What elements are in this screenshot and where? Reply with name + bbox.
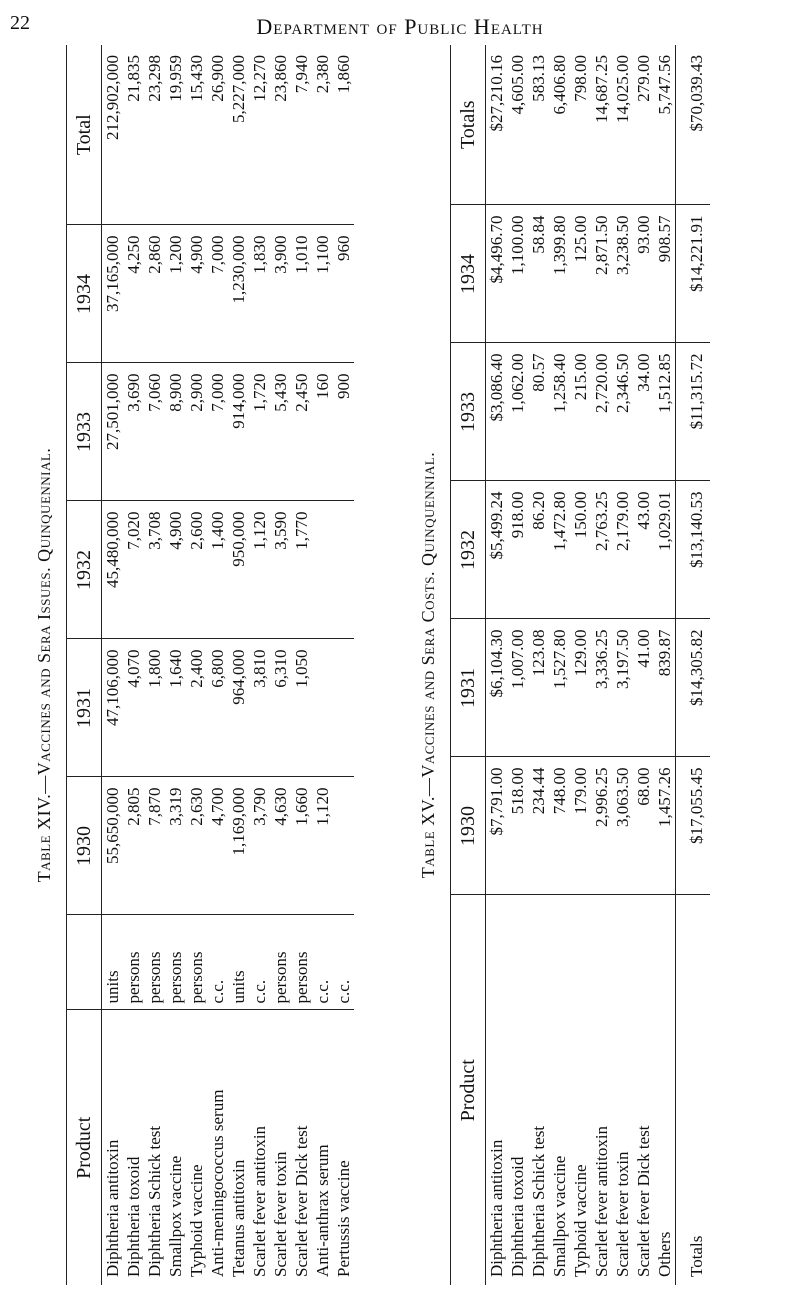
value-cell — [333, 777, 354, 915]
value-cell: 68.00 — [633, 757, 654, 895]
product-name: Diphtheria toxoid — [507, 895, 528, 1285]
product-name: Smallpox vaccine — [165, 1010, 186, 1285]
unit-label: persons — [186, 915, 207, 1010]
table-row — [507, 45, 528, 1285]
table-row — [249, 45, 270, 1285]
value-cell: 3,319 — [165, 777, 186, 915]
unit-label: persons — [270, 915, 291, 1010]
value-cell: 900 — [333, 363, 354, 501]
value-cell: 26,900 — [208, 55, 227, 102]
value-cell: 950,000 — [228, 501, 249, 639]
value-cell: 914,000 — [228, 363, 249, 501]
value-cell: 43.00 — [633, 481, 654, 619]
product-name: Scarlet fever toxin — [612, 895, 633, 1285]
value-cell: 2,860 — [144, 225, 165, 363]
value-cell: 6,406.80 — [550, 55, 569, 115]
value-cell: 27,501,000 — [102, 363, 124, 501]
table-row — [654, 45, 676, 1285]
value-cell: 2,900 — [186, 363, 207, 501]
value-cell: 15,430 — [187, 55, 206, 102]
value-cell: 279.00 — [634, 55, 653, 102]
value-cell: 7,940 — [292, 55, 311, 94]
value-cell: 2,805 — [123, 777, 144, 915]
value-cell: 1,258.40 — [549, 343, 570, 481]
unit-label: c.c. — [333, 915, 354, 1010]
product-name: Pertussis vaccine — [333, 1010, 354, 1285]
table15-col-product: Product — [451, 895, 486, 1285]
value-cell: 839.87 — [654, 619, 676, 757]
value-cell: $27,210.16 — [487, 55, 506, 132]
table14-col-1930: 1930 — [67, 777, 102, 915]
value-cell: 1,200 — [165, 225, 186, 363]
value-cell: 2,996.25 — [591, 757, 612, 895]
value-cell: $6,104.30 — [486, 619, 508, 757]
product-name: Smallpox vaccine — [549, 895, 570, 1285]
value-cell: 1,050 — [291, 639, 312, 777]
value-cell: 5,227,000 — [229, 55, 248, 123]
value-cell: 3,238.50 — [612, 205, 633, 343]
value-cell: 1,640 — [165, 639, 186, 777]
table-row — [291, 45, 312, 1285]
value-cell: 3,197.50 — [612, 619, 633, 757]
table-row — [528, 45, 549, 1285]
value-cell — [333, 501, 354, 639]
unit-label: c.c. — [249, 915, 270, 1010]
value-cell: 2,346.50 — [612, 343, 633, 481]
value-cell: 1,770 — [291, 501, 312, 639]
table15-col-1930: 1930 — [451, 757, 486, 895]
unit-label: persons — [123, 915, 144, 1010]
table14-caption: Table XIV.—Vaccines and Sera Issues. Quinquennial. — [34, 447, 54, 883]
table14-col-1932: 1932 — [67, 501, 102, 639]
value-cell: 964,000 — [228, 639, 249, 777]
value-cell: 1,860 — [334, 55, 353, 94]
total-cell: $17,055.45 — [676, 757, 711, 895]
value-cell: 1,660 — [291, 777, 312, 915]
value-cell: 7,000 — [207, 363, 228, 501]
table-row — [144, 45, 165, 1285]
value-cell: 7,020 — [123, 501, 144, 639]
value-cell — [333, 639, 354, 777]
product-name: Diphtheria antitoxin — [102, 1010, 124, 1285]
value-cell: 4,900 — [186, 225, 207, 363]
value-cell: 2,630 — [186, 777, 207, 915]
value-cell: 918.00 — [507, 481, 528, 619]
product-name: Anti-meningococcus serum — [207, 1010, 228, 1285]
value-cell: 123.08 — [528, 619, 549, 757]
table14 — [66, 45, 354, 1285]
table14-col-1931: 1931 — [67, 639, 102, 777]
table-row — [186, 45, 207, 1285]
table-row — [486, 45, 508, 1285]
total-cell: $14,305.82 — [676, 619, 711, 757]
value-cell: 215.00 — [570, 343, 591, 481]
value-cell: 4,900 — [165, 501, 186, 639]
product-name: Scarlet fever Dick test — [633, 895, 654, 1285]
value-cell: 2,400 — [186, 639, 207, 777]
value-cell: 1,720 — [249, 363, 270, 501]
value-cell: 1,527.80 — [549, 619, 570, 757]
value-cell: 12,270 — [250, 55, 269, 102]
value-cell: 5,430 — [270, 363, 291, 501]
value-cell: 6,310 — [270, 639, 291, 777]
product-name: Diphtheria Schick test — [144, 1010, 165, 1285]
table15-col-1931: 1931 — [451, 619, 486, 757]
value-cell: 960 — [333, 225, 354, 363]
value-cell: 1,400 — [207, 501, 228, 639]
value-cell: 41.00 — [633, 619, 654, 757]
value-cell: 1,800 — [144, 639, 165, 777]
value-cell: 1,100.00 — [507, 205, 528, 343]
total-cell: $70,039.43 — [686, 55, 706, 132]
value-cell: 7,060 — [144, 363, 165, 501]
unit-label: units — [228, 915, 249, 1010]
value-cell: 3,690 — [123, 363, 144, 501]
value-cell: 1,457.26 — [654, 757, 676, 895]
table14-col-1933: 1933 — [67, 363, 102, 501]
value-cell: 160 — [312, 363, 333, 501]
value-cell: 86.20 — [528, 481, 549, 619]
value-cell: 1,100 — [312, 225, 333, 363]
value-cell — [312, 501, 333, 639]
value-cell: 583.13 — [529, 55, 548, 102]
value-cell: 234.44 — [528, 757, 549, 895]
table15-col-1933: 1933 — [451, 343, 486, 481]
value-cell: 7,870 — [144, 777, 165, 915]
value-cell: 4,070 — [123, 639, 144, 777]
unit-label: c.c. — [312, 915, 333, 1010]
value-cell: 798.00 — [571, 55, 590, 102]
value-cell: 93.00 — [633, 205, 654, 343]
totals-row — [676, 45, 711, 1285]
product-name: Anti-anthrax serum — [312, 1010, 333, 1285]
running-head: Department of Public Health — [256, 14, 544, 39]
value-cell: 80.57 — [528, 343, 549, 481]
value-cell: 1,830 — [249, 225, 270, 363]
value-cell: 908.57 — [654, 205, 676, 343]
product-name: Diphtheria antitoxin — [486, 895, 508, 1285]
rotated-tables — [30, 45, 780, 1285]
value-cell: 2,380 — [313, 55, 332, 94]
total-cell: $14,221.91 — [676, 205, 711, 343]
value-cell: 3,790 — [249, 777, 270, 915]
table14-col-total: Total — [67, 45, 102, 225]
value-cell: 2,450 — [291, 363, 312, 501]
value-cell: 2,179.00 — [612, 481, 633, 619]
product-name: Diphtheria Schick test — [528, 895, 549, 1285]
value-cell: 23,860 — [271, 55, 290, 102]
unit-label: c.c. — [207, 915, 228, 1010]
table-row — [228, 45, 249, 1285]
product-name: Scarlet fever toxin — [270, 1010, 291, 1285]
table-row — [102, 45, 124, 1285]
table14-col-1934: 1934 — [67, 225, 102, 363]
total-cell: $13,140.53 — [676, 481, 711, 619]
value-cell: 23,298 — [145, 55, 164, 102]
unit-label: persons — [165, 915, 186, 1010]
table15 — [450, 45, 710, 1285]
product-name: Scarlet fever antitoxin — [591, 895, 612, 1285]
value-cell: 212,902,000 — [103, 55, 122, 140]
page-number: 22 — [10, 12, 30, 34]
table-row — [207, 45, 228, 1285]
value-cell: 55,650,000 — [102, 777, 124, 915]
table14-col-unit — [67, 915, 102, 1010]
table-row — [549, 45, 570, 1285]
value-cell: 2,871.50 — [591, 205, 612, 343]
table15-col-1932: 1932 — [451, 481, 486, 619]
value-cell: 518.00 — [507, 757, 528, 895]
value-cell: 1,029.01 — [654, 481, 676, 619]
table-row — [312, 45, 333, 1285]
value-cell: 14,687.25 — [592, 55, 611, 123]
value-cell: 3,900 — [270, 225, 291, 363]
table-row — [123, 45, 144, 1285]
totals-label: Totals — [676, 895, 711, 1285]
value-cell: 2,763.25 — [591, 481, 612, 619]
table15-col-totals: Totals — [451, 45, 486, 205]
value-cell: 21,835 — [124, 55, 143, 102]
value-cell: 4,250 — [123, 225, 144, 363]
product-name: Typhoid vaccine — [570, 895, 591, 1285]
unit-label: persons — [291, 915, 312, 1010]
value-cell: 47,106,000 — [102, 639, 124, 777]
total-cell: $11,315.72 — [676, 343, 711, 481]
unit-label: units — [102, 915, 124, 1010]
value-cell: 748.00 — [549, 757, 570, 895]
table-row — [270, 45, 291, 1285]
table14-header-row — [67, 45, 102, 1285]
value-cell: 1,169,000 — [228, 777, 249, 915]
table15-col-1934: 1934 — [451, 205, 486, 343]
value-cell: 1,472.80 — [549, 481, 570, 619]
value-cell: 34.00 — [633, 343, 654, 481]
value-cell: 4,605.00 — [508, 55, 527, 115]
table-row — [570, 45, 591, 1285]
value-cell: 45,480,000 — [102, 501, 124, 639]
value-cell: 1,007.00 — [507, 619, 528, 757]
value-cell: 1,120 — [249, 501, 270, 639]
value-cell: 58.84 — [528, 205, 549, 343]
value-cell: 1,399.80 — [549, 205, 570, 343]
value-cell: 3,708 — [144, 501, 165, 639]
table14-col-product: Product — [67, 1010, 102, 1285]
value-cell: 1,512.85 — [654, 343, 676, 481]
value-cell: 3,336.25 — [591, 619, 612, 757]
value-cell: 1,120 — [312, 777, 333, 915]
table15-header-row — [451, 45, 486, 1285]
value-cell: 1,062.00 — [507, 343, 528, 481]
value-cell: $4,496.70 — [486, 205, 508, 343]
value-cell: 6,800 — [207, 639, 228, 777]
value-cell: 4,630 — [270, 777, 291, 915]
value-cell: 4,700 — [207, 777, 228, 915]
value-cell: 1,010 — [291, 225, 312, 363]
value-cell: 19,959 — [166, 55, 185, 102]
value-cell: 125.00 — [570, 205, 591, 343]
table-row — [633, 45, 654, 1285]
value-cell: $5,499.24 — [486, 481, 508, 619]
unit-label: persons — [144, 915, 165, 1010]
value-cell: 3,063.50 — [612, 757, 633, 895]
value-cell: 7,000 — [207, 225, 228, 363]
value-cell: 1,230,000 — [228, 225, 249, 363]
value-cell: 37,165,000 — [102, 225, 124, 363]
value-cell: 3,810 — [249, 639, 270, 777]
product-name: Others — [654, 895, 676, 1285]
value-cell: 2,600 — [186, 501, 207, 639]
product-name: Typhoid vaccine — [186, 1010, 207, 1285]
product-name: Tetanus antitoxin — [228, 1010, 249, 1285]
product-name: Scarlet fever Dick test — [291, 1010, 312, 1285]
value-cell: 2,720.00 — [591, 343, 612, 481]
value-cell: 129.00 — [570, 619, 591, 757]
product-name: Scarlet fever antitoxin — [249, 1010, 270, 1285]
product-name: Diphtheria toxoid — [123, 1010, 144, 1285]
table-row — [591, 45, 612, 1285]
value-cell: $3,086.40 — [486, 343, 508, 481]
value-cell: 5,747.56 — [655, 55, 674, 115]
table15-caption: Table XV.—Vaccines and Sera Costs. Quinquennial. — [418, 451, 438, 879]
value-cell: 8,900 — [165, 363, 186, 501]
table-row — [333, 45, 354, 1285]
value-cell: 3,590 — [270, 501, 291, 639]
table-row — [165, 45, 186, 1285]
value-cell: 150.00 — [570, 481, 591, 619]
value-cell: 14,025.00 — [613, 55, 632, 123]
value-cell: 179.00 — [570, 757, 591, 895]
value-cell: $7,791.00 — [486, 757, 508, 895]
table-row — [612, 45, 633, 1285]
value-cell — [312, 639, 333, 777]
